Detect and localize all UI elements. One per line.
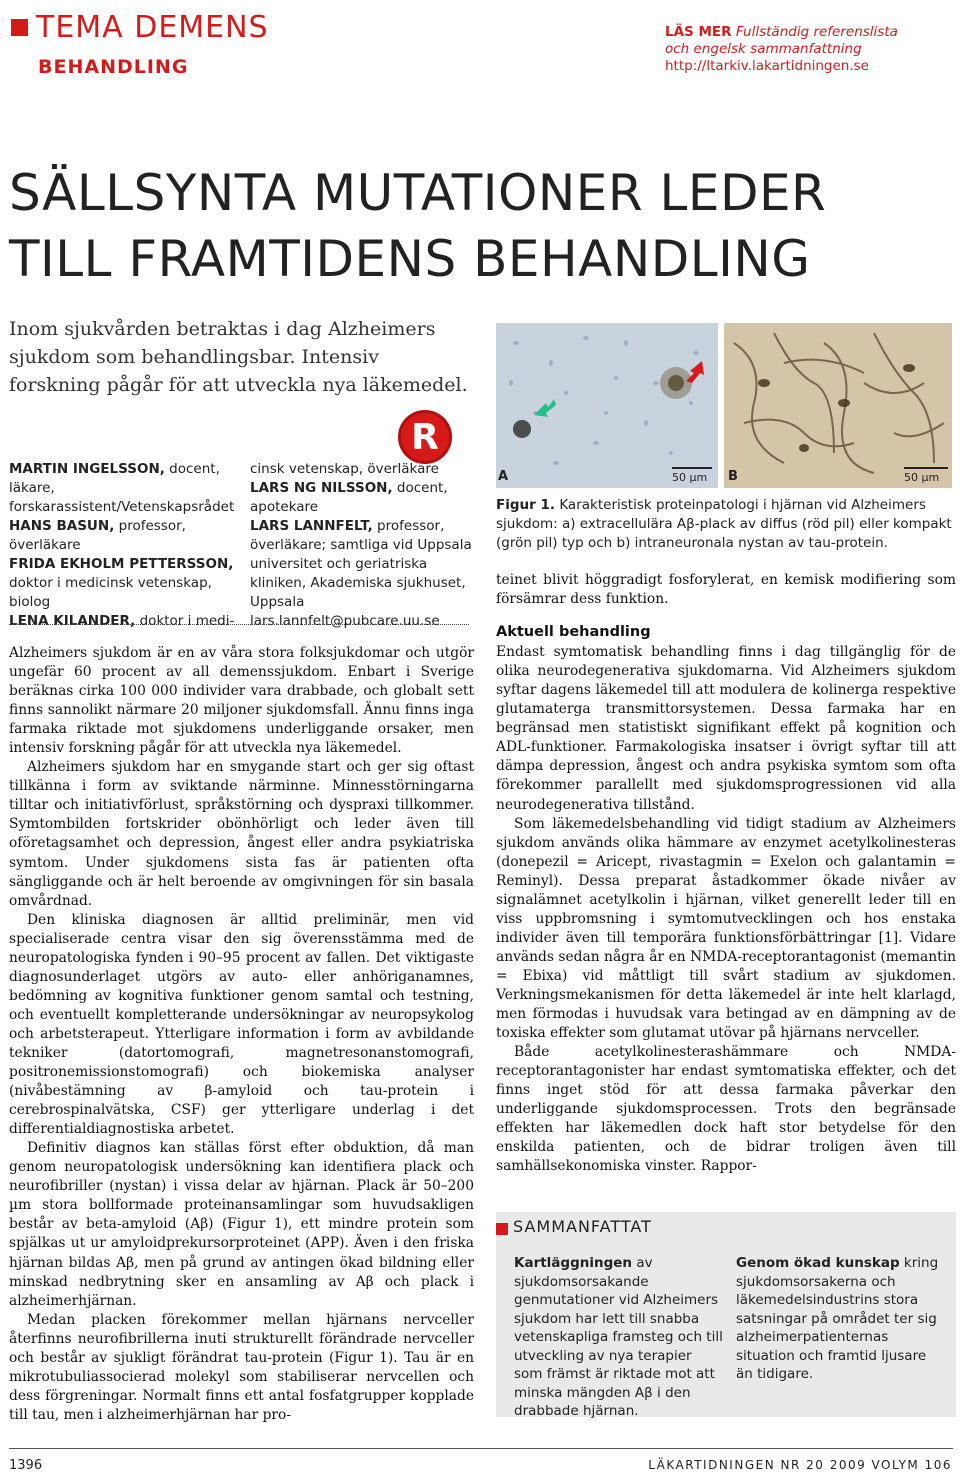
figure-panel-b — [724, 323, 952, 488]
author-entry: LARS LANNFELT, professor, överläkare; samtliga vid Uppsala universitet och geriatriska kliniken, Akademiska sjukhuset, Uppsala — [250, 518, 472, 610]
body-paragraph: Både acetylkolinesterashämmare och NMDA-receptorantagonister har endast symtomatiska effekter, och det finns inget stöd för att dessa farmaka påverkar den underliggande sjukdomsprocessen. Trots den begränsade effekten har läkemedlen dock haft stor betydelse för den enskilda patienten, och de bidrar troligen även till samhällsekonomiska vinster. Rappor- — [496, 1044, 956, 1175]
theme-title: TEMA DEMENS — [36, 10, 269, 45]
scale-label-b: 50 µm — [904, 471, 940, 484]
footer-rule — [9, 1448, 953, 1449]
subheading: Aktuell behandling — [496, 624, 651, 641]
panel-b-label: B — [728, 469, 738, 484]
refereed-logo — [398, 410, 452, 464]
logo-letter: R — [411, 417, 439, 458]
scale-label-a: 50 µm — [672, 471, 708, 484]
summary-point-2: Genom ökad kunskap kring sjukdomsorsakerna och läkemedelsindustrins stora satsningar på området ter sig alzheimerpatienternas situation och framtid ljusare än tidigare. — [736, 1255, 939, 1382]
authors-right — [250, 460, 475, 631]
section-label: BEHANDLING — [38, 56, 189, 78]
figure-caption — [496, 496, 956, 553]
micrograph-b — [724, 323, 952, 488]
page-number: 1396 — [9, 1458, 43, 1473]
summary-point-1: Kartläggningen av sjukdomsorsakande genmutationer vid Alzheimers sjukdom har lett till snabba vetenskapliga framsteg och till utveckling av nya terapier som främst är riktade mot att minska mängden Aβ i den drabbade hjärnan. — [514, 1255, 723, 1419]
author-continuation: cinsk vetenskap, överläkare — [250, 461, 439, 477]
panel-a-label: A — [498, 469, 509, 484]
ingress: Inom sjukvården betraktas i dag Alzheimers sjukdom som behandlingsbar. Intensiv forskning pågår för att utveckla nya läkemedel. — [9, 318, 468, 396]
read-more-box — [665, 24, 925, 75]
scale-bar-a — [672, 467, 712, 469]
read-more-label: LÄS MER — [665, 24, 732, 40]
read-more-link[interactable]: http://ltarkiv.lakartidningen.se — [665, 58, 869, 74]
body-paragraph: Den kliniska diagnosen är alltid preliminär, men vid specialiserade centra visar den sig överensstämma med de neuropatologiska fynden i 90–95 procent av fallen. Det viktigaste diagnosunderlaget utgörs av auto- eller anhöriganamnes, bedömning av kognitiva funktioner genom samtal och testning, och eventuellt kompletterande undersökningar av neuropsykolog och arbetsterapeut. Ytterligare information i form av avbildande tekniker (datortomografi, magnetresonanstomografi, positronemissionstomografi) och biokemiska analyser (nivåbestämning av β-amyloid och tau-protein i cerebrospinalvätska, CSF) ger ytterligare underlag i det differentialdiagnostiska arbetet. — [9, 911, 474, 1138]
figure-caption-text: Karakteristisk proteinpatologi i hjärnan vid Alzheimers sjukdom: a) extracellulära Aβ-plack av diffus (röd pil) eller kompakt (grön pil) typ och b) intraneuronala nystan av tau-protein. — [496, 497, 952, 551]
body-column-left — [9, 644, 474, 1425]
author-entry: LENA KILANDER, doktor i medi- — [9, 613, 235, 629]
journal-info: LÄKARTIDNINGEN NR 20 2009 VOLYM 106 — [648, 1458, 952, 1472]
summary-box — [496, 1212, 956, 1417]
summary-marker — [496, 1223, 508, 1235]
body-paragraph: Medan placken förekommer mellan hjärnans nervceller återfinns neurofibrillerna inuti strukturellt förändrade nervceller och består av sjukligt förändrat tau-protein (Figur 1). Tau är en mikrotubuliassocierad molekyl som stabiliserar nervcellen och dess förgreningar. Normalt finns ett antal fosfatgrupper kopplade till tau, men i alzheimerhjärnan har pro- — [9, 1311, 474, 1423]
figure-1 — [496, 323, 952, 488]
body-paragraph: Alzheimers sjukdom har en smygande start och ger sig oftast tillkänna i form av sviktande närminne. Minnesstörningarna tilltar och initiativförlust, språkstörning och dyspraxi tillkommer. Symtombilden fortskrider obönhörligt och leder även till oföretagsamhet och depression, ångest eller andra psykiatriska symtom. Under sjukdomens sista fas är patienten ofta sängliggande och är helt beroende av omgivningen för sin basala omvårdnad. — [9, 759, 474, 909]
author-entry: MARTIN INGELSSON, docent, läkare, forskarassistent/Vetenskapsrådet — [9, 461, 235, 515]
figure-panel-a — [496, 323, 718, 488]
author-email[interactable]: lars.lannfelt@pubcare.uu.se — [250, 613, 440, 629]
author-entry: LARS NG NILSSON, docent, apotekare — [250, 480, 448, 515]
body-paragraph: Som läkemedelsbehandling vid tidigt stadium av Alzheimers sjukdom används olika hämmare av enzymet acetylkolinesteras (donepezil = Aricept, rivastagmin = Exelon och galantamin = Reminyl). Dessa preparat åstadkommer ökade nivåer av signalämnet acetylkolin i hjärnan, vilket generellt leder till en viss uppbromsning i symtomutvecklingen och hos enstaka individer även till temporära funktionsförbättringar [1]. Vidare används sedan några år en NMDA-receptorantagonist (memantin = Ebixa) vid måttligt till svårt stadium av sjukdomen. Verkningsmekanismen för detta läkemedel är inte helt klarlagd, men förmodas i huvudsak vara betingad av en dämpning av de toxiska effekter som glutamat utövar på hjärnans nervceller. — [496, 815, 956, 1042]
summary-title: SAMMANFATTAT — [513, 1217, 652, 1236]
theme-marker — [11, 19, 28, 36]
body-paragraph: teinet blivit höggradigt fosforylerat, en kemisk modifiering som försämrar dess funktion. — [496, 572, 956, 608]
authors-left — [9, 460, 241, 631]
author-entry: FRIDA EKHOLM PETTERSSON, doktor i medicinsk vetenskap, biolog — [9, 556, 234, 610]
body-paragraph: Definitiv diagnos kan ställas först efter obduktion, då man genom neuropatologisk undersökning kan identifiera plack och neurofibriller (nystan) i vissa delar av hjärnan. Plack är 50–200 µm stora bollformade proteinansamlingar som huvudsakligen består av beta-amyloid (Aβ) (Figur 1), ett mindre protein som spjälkas ut ur amyloidprekursorproteinet (APP). Även i den friska hjärnan bildas Aβ, men på grund av antingen ökad bildning eller minskad nedbrytning sker en ansamling av Aβ och plack i alzheimerhjärnan. — [9, 1140, 474, 1309]
micrograph-a — [496, 323, 718, 488]
headline-line-2: TILL FRAMTIDENS BEHANDLING — [9, 230, 811, 288]
body-paragraph: Endast symtomatisk behandling finns i dag tillgänglig för de olika neurodegenerativa sjukdomarna. Vid Alzheimers sjukdom syftar dagens läkemedel till att modulera de kolinerga respektive glutamaterga transmittorsystemen. Dessa farmaka har en begränsad men statistiskt signifikant effekt på kognition och ADL-funktioner. Farmakologiska insatser i övrigt syftar till att dämpa depression, ångest och andra psykiska symtom som ofta förekommer parallellt med sjukdomsprogressionen vid alla neurodegenerativa tillstånd. — [496, 644, 956, 813]
read-more-text: Fullständig referenslista och engelsk sammanfattning — [665, 24, 898, 57]
author-entry: HANS BASUN, professor, överläkare — [9, 518, 186, 553]
body-paragraph: Alzheimers sjukdom är en av våra stora folksjukdomar och utgör ungefär 60 procent av all demenssjukdom. Enbart i Sverige beräknas cirka 100 000 individer vara drabbade, och globalt sett finns sannolikt närmare 20 miljoner sjukdomsfall. Ännu finns inga farmaka riktade mot sjukdomens underliggande orsaker, men intensiv forskning pågår för att utveckla nya läkemedel. — [9, 645, 474, 757]
scale-bar-b — [904, 467, 948, 469]
divider — [9, 624, 469, 625]
headline — [9, 160, 949, 292]
figure-caption-label: Figur 1. — [496, 497, 556, 513]
headline-line-1: SÄLLSYNTA MUTATIONER LEDER — [9, 164, 827, 222]
body-column-right — [496, 571, 956, 1176]
